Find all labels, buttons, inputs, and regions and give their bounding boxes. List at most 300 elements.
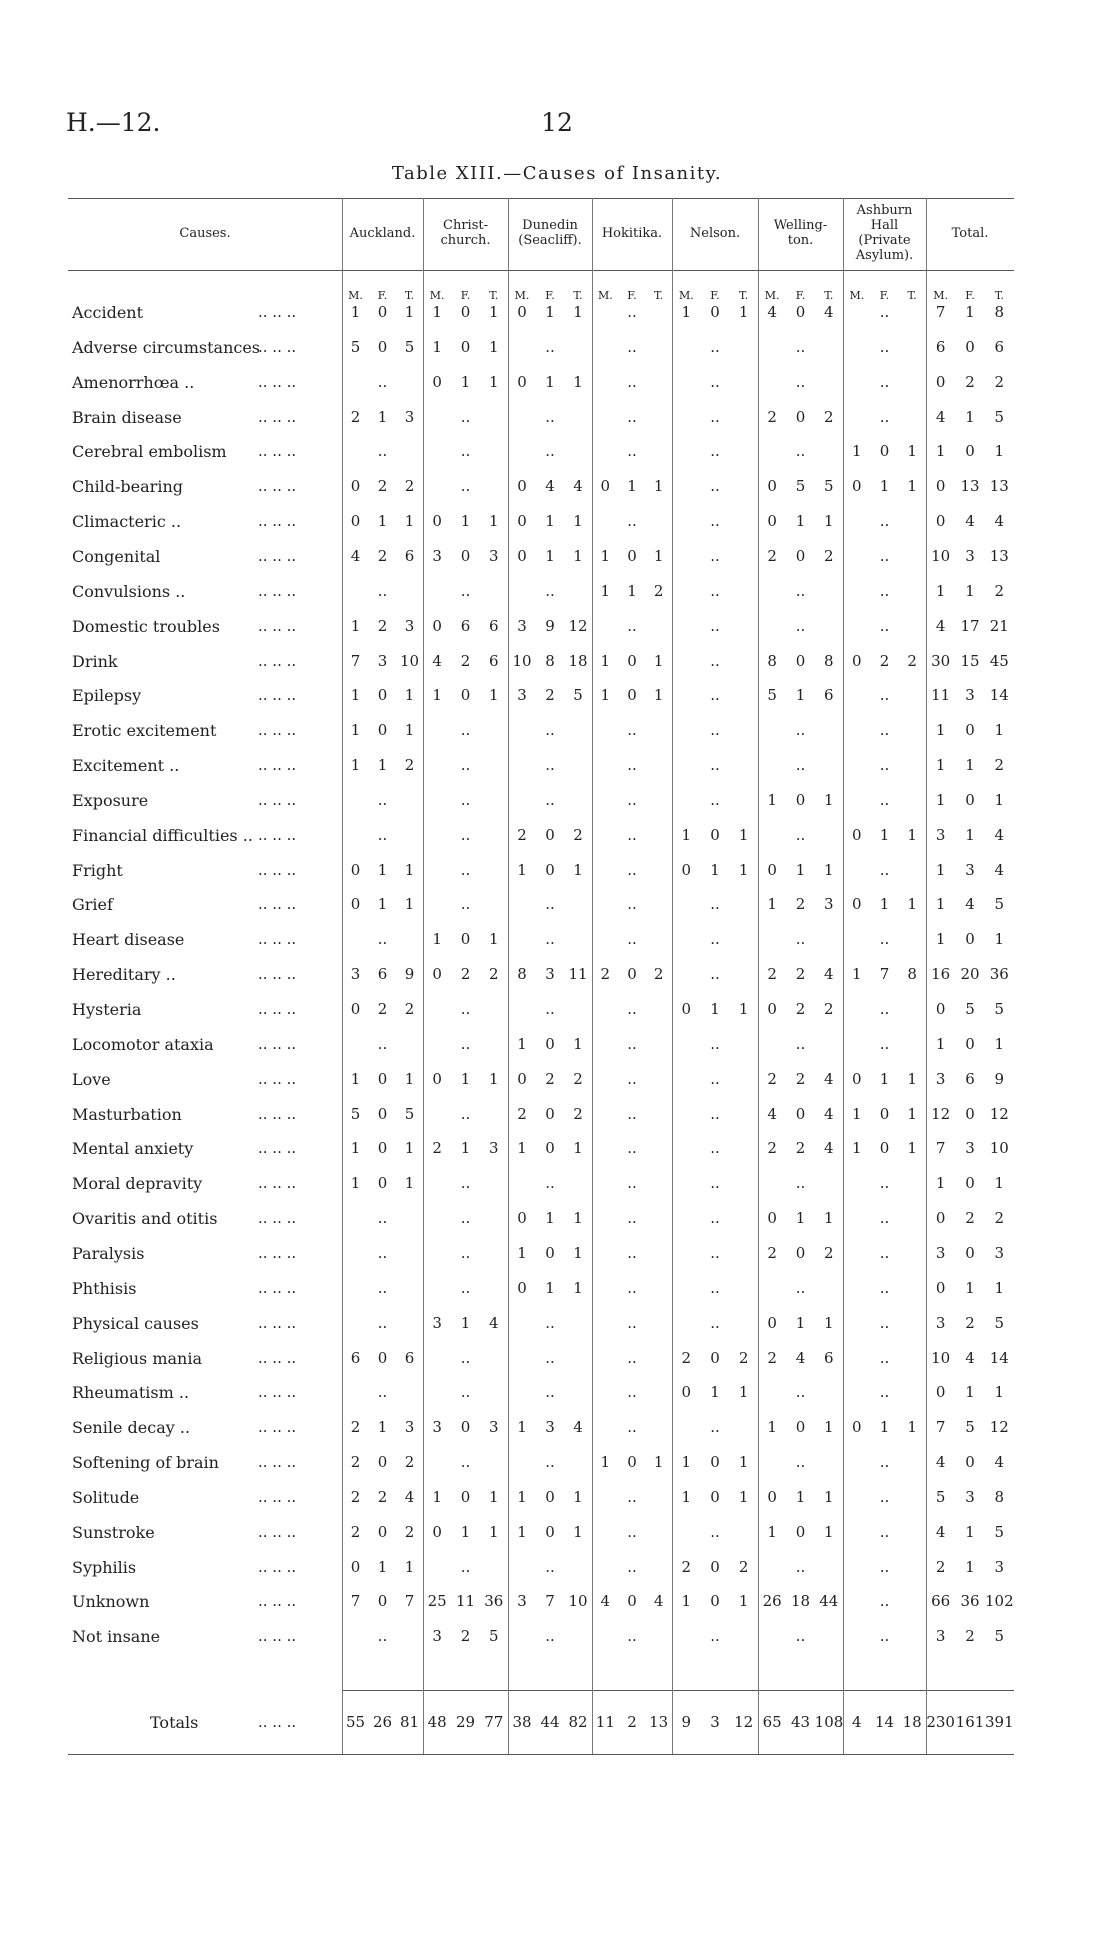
row-value: 1 (460, 1313, 471, 1332)
empty-cell: .. (377, 790, 388, 809)
cause-label: Not insane (72, 1627, 161, 1647)
empty-cell: .. (460, 1243, 471, 1262)
row-value: 7 (935, 1418, 946, 1437)
row-value: 1 (404, 860, 415, 879)
row-value: 1 (681, 1453, 692, 1472)
row-value: 2 (824, 1243, 834, 1262)
empty-cell: .. (627, 1104, 637, 1123)
empty-cell: .. (460, 1209, 471, 1228)
row-value: 2 (377, 546, 388, 565)
row-value: 0 (795, 651, 806, 670)
empty-cell: .. (879, 1209, 890, 1228)
cause-label: Congenital (72, 546, 161, 566)
empty-cell: .. (545, 581, 555, 600)
row-value: 0 (710, 1487, 720, 1506)
empty-cell: .. (879, 1348, 890, 1367)
subheader-f: F. (377, 289, 388, 302)
row-value: 2 (404, 1000, 415, 1018)
empty-cell: .. (460, 442, 471, 461)
row-value: 0 (935, 477, 946, 496)
row-value: 0 (627, 546, 637, 565)
totals-value: 4 (852, 1713, 862, 1731)
row-value: 7 (545, 1592, 555, 1611)
row-value: 0 (795, 303, 806, 321)
row-value: 12 (568, 616, 588, 635)
row-value: 0 (935, 372, 946, 391)
row-value: 1 (965, 756, 975, 775)
row-value: 1 (573, 1034, 583, 1053)
empty-cell: .. (879, 1034, 890, 1053)
top-rule (68, 198, 1014, 199)
empty-cell: .. (879, 686, 890, 705)
empty-cell: .. (710, 790, 720, 809)
dot-leader: .. .. .. (258, 1104, 297, 1123)
row-value: 6 (824, 686, 834, 705)
empty-cell: .. (627, 1278, 637, 1297)
row-value: 0 (767, 477, 777, 496)
row-value: 5 (994, 1000, 1005, 1018)
empty-cell: .. (710, 930, 720, 949)
row-value: 1 (965, 1383, 975, 1402)
row-value: 0 (710, 1348, 720, 1367)
row-value: 1 (852, 1104, 862, 1123)
row-value: 9 (545, 616, 555, 635)
row-value: 6 (350, 1348, 361, 1367)
row-value: 0 (681, 1383, 692, 1402)
row-value: 2 (489, 965, 499, 984)
row-value: 6 (460, 616, 471, 635)
row-value: 1 (994, 1174, 1005, 1193)
row-value: 1 (460, 512, 471, 531)
empty-cell: .. (710, 546, 720, 565)
empty-cell: .. (795, 1174, 806, 1193)
row-value: 4 (432, 651, 442, 670)
row-value: 2 (767, 965, 777, 984)
empty-cell: .. (710, 372, 720, 391)
dot-leader: .. .. .. (258, 930, 297, 949)
dot-leader: .. .. .. (258, 442, 297, 461)
empty-cell: .. (710, 1139, 720, 1158)
empty-cell: .. (545, 1453, 555, 1472)
empty-cell: .. (627, 860, 637, 879)
dot-leader: .. .. .. (258, 303, 297, 321)
row-value: 13 (960, 477, 980, 496)
row-value: 4 (965, 1348, 975, 1367)
row-value: 0 (517, 546, 527, 565)
row-value: 1 (600, 546, 611, 565)
row-value: 1 (738, 1592, 749, 1611)
row-value: 0 (795, 1418, 806, 1437)
subheader-m: M. (348, 289, 363, 302)
row-value: 0 (965, 1174, 975, 1193)
row-value: 1 (489, 930, 499, 949)
row-value: 0 (627, 1592, 637, 1611)
row-value: 4 (965, 512, 975, 531)
row-value: 4 (824, 1069, 834, 1088)
empty-cell: .. (377, 1034, 388, 1053)
totals-value: 9 (681, 1713, 692, 1731)
column-header-6: Ashburn Hall (Private Asylum). (855, 203, 914, 263)
subheader-t: T. (994, 289, 1004, 302)
subheader-t: T. (907, 289, 917, 302)
row-value: 1 (404, 512, 415, 531)
empty-cell: .. (879, 407, 890, 426)
row-value: 2 (460, 965, 471, 984)
row-value: 21 (989, 616, 1009, 635)
row-value: 0 (432, 616, 442, 635)
row-value: 0 (432, 965, 442, 984)
row-value: 11 (455, 1592, 476, 1611)
row-value: 0 (350, 477, 361, 496)
row-value: 0 (545, 1522, 555, 1541)
empty-cell: .. (795, 1453, 806, 1472)
empty-cell: .. (627, 895, 637, 914)
empty-cell: .. (627, 756, 637, 775)
empty-cell: .. (710, 651, 720, 670)
subheader-m: M. (514, 289, 530, 302)
cause-label: Moral depravity (72, 1174, 203, 1194)
subheader-m: M. (429, 289, 445, 302)
empty-cell: .. (795, 372, 806, 391)
row-value: 3 (965, 546, 975, 565)
row-value: 0 (377, 303, 388, 321)
row-value: 1 (935, 756, 946, 775)
subheader-m: M. (849, 289, 865, 302)
row-value: 2 (935, 1557, 946, 1576)
row-value: 1 (573, 1139, 583, 1158)
row-value: 66 (931, 1592, 951, 1611)
row-value: 2 (879, 651, 890, 670)
empty-cell: .. (710, 512, 720, 531)
cause-label: Child-bearing (72, 477, 183, 497)
row-value: 10 (512, 651, 532, 670)
row-value: 3 (350, 965, 361, 984)
dot-leader: .. .. .. (258, 1069, 297, 1088)
empty-cell: .. (377, 1243, 388, 1262)
row-value: 1 (795, 1209, 806, 1228)
row-value: 0 (852, 651, 862, 670)
empty-cell: .. (460, 1104, 471, 1123)
empty-cell: .. (460, 407, 471, 426)
row-value: 1 (517, 1487, 527, 1506)
row-value: 36 (484, 1592, 504, 1611)
row-value: 4 (489, 1313, 499, 1332)
bottom-rule (68, 1754, 1014, 1755)
empty-cell: .. (795, 1278, 806, 1297)
row-value: 8 (517, 965, 527, 984)
row-value: 1 (627, 477, 637, 496)
row-value: 1 (935, 1174, 946, 1193)
row-value: 2 (994, 756, 1005, 775)
empty-cell: .. (879, 1487, 890, 1506)
cause-label: Grief (72, 895, 113, 915)
empty-cell: .. (879, 1278, 890, 1297)
row-value: 1 (350, 616, 361, 635)
row-value: 15 (960, 651, 980, 670)
column-header-3: Hokitika. (601, 225, 663, 241)
row-value: 0 (545, 1243, 555, 1262)
row-value: 30 (931, 651, 951, 670)
cause-label: Phthisis (72, 1278, 137, 1298)
row-value: 0 (377, 1592, 388, 1611)
empty-cell: .. (879, 1627, 890, 1646)
empty-cell: .. (377, 1383, 388, 1402)
empty-cell: .. (627, 512, 637, 531)
empty-cell: .. (879, 581, 890, 600)
row-value: 1 (653, 546, 664, 565)
row-value: 10 (931, 546, 951, 565)
row-value: 1 (879, 1418, 890, 1437)
cause-label: Locomotor ataxia (72, 1034, 214, 1054)
empty-cell: .. (545, 1627, 555, 1646)
row-value: 9 (994, 1069, 1005, 1088)
empty-cell: .. (627, 372, 637, 391)
dot-leader: .. .. .. (258, 1174, 297, 1193)
row-value: 1 (600, 651, 611, 670)
dot-leader: .. .. .. (258, 1209, 297, 1228)
empty-cell: .. (627, 1348, 637, 1367)
row-value: 0 (377, 1453, 388, 1472)
empty-cell: .. (545, 1313, 555, 1332)
row-value: 5 (994, 1522, 1005, 1541)
empty-cell: .. (795, 1034, 806, 1053)
row-value: 1 (404, 1069, 415, 1088)
empty-cell: .. (879, 1522, 890, 1541)
empty-cell: .. (879, 1592, 890, 1611)
row-value: 0 (935, 512, 946, 531)
row-value: 1 (489, 337, 499, 356)
subheader-t: T. (573, 289, 583, 302)
row-value: 1 (824, 512, 834, 531)
empty-cell: .. (545, 756, 555, 775)
row-value: 4 (994, 512, 1005, 531)
row-value: 0 (767, 512, 777, 531)
totals-value: 12 (734, 1713, 754, 1731)
empty-cell: .. (627, 1522, 637, 1541)
row-value: 4 (653, 1592, 664, 1611)
row-value: 2 (350, 407, 361, 426)
empty-cell: .. (627, 442, 637, 461)
empty-cell: .. (795, 616, 806, 635)
row-value: 6 (489, 616, 499, 635)
row-value: 3 (965, 686, 975, 705)
totals-value: 3 (710, 1713, 720, 1731)
row-value: 3 (994, 1243, 1005, 1262)
row-value: 1 (377, 860, 388, 879)
row-value: 8 (994, 303, 1005, 321)
row-value: 1 (545, 1209, 555, 1228)
dot-leader: .. .. .. (258, 477, 297, 496)
row-value: 1 (573, 1278, 583, 1297)
row-value: 0 (767, 1313, 777, 1332)
row-value: 2 (767, 1069, 777, 1088)
cause-label: Heart disease (72, 930, 185, 950)
dot-leader: .. .. .. (258, 337, 297, 356)
row-value: 5 (404, 337, 415, 356)
row-value: 1 (350, 303, 361, 321)
row-value: 0 (517, 1278, 527, 1297)
row-value: 2 (517, 1104, 527, 1123)
row-value: 16 (931, 965, 951, 984)
empty-cell: .. (627, 303, 637, 321)
row-value: 2 (573, 1104, 583, 1123)
row-value: 0 (517, 1209, 527, 1228)
empty-cell: .. (879, 756, 890, 775)
row-value: 1 (710, 1383, 720, 1402)
page-reference: H.—12. (66, 108, 161, 137)
row-value: 7 (404, 1592, 415, 1611)
row-value: 2 (350, 1453, 361, 1472)
row-value: 1 (404, 1174, 415, 1193)
row-value: 2 (404, 1522, 415, 1541)
row-value: 25 (427, 1592, 447, 1611)
cause-label: Ovaritis and otitis (72, 1209, 218, 1229)
row-value: 0 (852, 477, 862, 496)
row-value: 1 (653, 686, 664, 705)
row-value: 2 (907, 651, 917, 670)
row-value: 1 (404, 303, 415, 321)
empty-cell: .. (377, 442, 388, 461)
row-value: 0 (795, 790, 806, 809)
row-value: 9 (404, 965, 415, 984)
empty-cell: .. (710, 1627, 720, 1646)
row-value: 1 (879, 825, 890, 844)
row-value: 4 (935, 616, 946, 635)
table-title: Table XIII.—Causes of Insanity. (391, 163, 723, 184)
row-value: 4 (824, 1139, 834, 1158)
cause-label: Physical causes (72, 1313, 199, 1333)
subheader-f: F. (710, 289, 720, 302)
row-value: 3 (489, 1418, 499, 1437)
empty-cell: .. (460, 1348, 471, 1367)
cause-label: Unknown (72, 1592, 150, 1612)
row-value: 3 (517, 616, 527, 635)
row-value: 1 (460, 1139, 471, 1158)
empty-cell: .. (795, 581, 806, 600)
row-value: 0 (377, 721, 388, 740)
row-value: 0 (432, 512, 442, 531)
row-value: 1 (994, 721, 1005, 740)
row-value: 45 (989, 651, 1009, 670)
row-value: 14 (989, 686, 1009, 705)
empty-cell: .. (710, 686, 720, 705)
row-value: 7 (935, 303, 946, 321)
row-value: 4 (573, 477, 583, 496)
row-value: 1 (935, 581, 946, 600)
totals-value: 26 (372, 1713, 393, 1731)
row-value: 1 (907, 825, 917, 844)
row-value: 26 (762, 1592, 782, 1611)
totals-rule (342, 1690, 1014, 1691)
row-value: 0 (795, 1104, 806, 1123)
empty-cell: .. (710, 581, 720, 600)
row-value: 1 (350, 1069, 361, 1088)
empty-cell: .. (545, 721, 555, 740)
row-value: 8 (994, 1487, 1005, 1506)
row-value: 1 (824, 1522, 834, 1541)
row-value: 8 (907, 965, 917, 984)
column-header-7: Total. (951, 225, 989, 241)
row-value: 11 (568, 965, 588, 984)
empty-cell: .. (627, 337, 637, 356)
row-value: 3 (432, 1627, 442, 1646)
row-value: 4 (965, 895, 975, 914)
row-value: 3 (935, 1243, 946, 1262)
dot-leader: .. .. .. (258, 1313, 297, 1332)
row-value: 1 (489, 1522, 499, 1541)
dot-leader: .. .. .. (258, 895, 297, 914)
subheader-f: F. (545, 289, 555, 302)
cause-label: Erotic excitement (72, 721, 217, 741)
row-value: 0 (350, 1557, 361, 1576)
empty-cell: .. (710, 477, 720, 496)
row-value: 1 (795, 512, 806, 531)
empty-cell: .. (710, 1069, 720, 1088)
row-value: 13 (989, 546, 1009, 565)
empty-cell: .. (710, 1522, 720, 1541)
row-value: 0 (681, 1000, 692, 1018)
empty-cell: .. (879, 337, 890, 356)
row-value: 1 (767, 895, 777, 914)
subheader-f: F. (627, 289, 637, 302)
totals-value: 38 (512, 1713, 532, 1731)
row-value: 3 (965, 860, 975, 879)
row-value: 0 (965, 442, 975, 461)
row-value: 0 (600, 477, 611, 496)
empty-cell: .. (545, 442, 555, 461)
empty-cell: .. (460, 895, 471, 914)
row-value: 2 (824, 546, 834, 565)
empty-cell: .. (627, 1139, 637, 1158)
row-value: 3 (994, 1557, 1005, 1576)
row-value: 1 (573, 1487, 583, 1506)
row-value: 2 (460, 651, 471, 670)
row-value: 4 (573, 1418, 583, 1437)
row-value: 6 (994, 337, 1005, 356)
row-value: 5 (994, 1313, 1005, 1332)
row-value: 3 (965, 1139, 975, 1158)
cause-label: Mental anxiety (72, 1139, 194, 1159)
row-value: 1 (350, 686, 361, 705)
cause-label: Climacteric .. (72, 512, 182, 532)
row-value: 1 (824, 1487, 834, 1506)
row-value: 5 (350, 1104, 361, 1123)
row-value: 1 (738, 1383, 749, 1402)
row-value: 2 (404, 756, 415, 775)
row-value: 1 (994, 1034, 1005, 1053)
row-value: 8 (767, 651, 777, 670)
row-value: 5 (573, 686, 583, 705)
row-value: 1 (907, 477, 917, 496)
row-value: 4 (404, 1487, 415, 1506)
empty-cell: .. (795, 1557, 806, 1576)
empty-cell: .. (879, 616, 890, 635)
row-value: 2 (824, 1000, 834, 1018)
row-value: 0 (935, 1383, 946, 1402)
row-value: 1 (653, 477, 664, 496)
empty-cell: .. (627, 1069, 637, 1088)
row-value: 1 (852, 1139, 862, 1158)
totals-value: 29 (455, 1713, 476, 1731)
empty-cell: .. (460, 860, 471, 879)
totals-value: 161 (955, 1713, 985, 1731)
row-value: 0 (517, 1069, 527, 1088)
empty-cell: .. (710, 1243, 720, 1262)
cause-label: Fright (72, 860, 123, 880)
row-value: 4 (994, 825, 1005, 844)
empty-cell: .. (460, 721, 471, 740)
empty-cell: .. (795, 721, 806, 740)
